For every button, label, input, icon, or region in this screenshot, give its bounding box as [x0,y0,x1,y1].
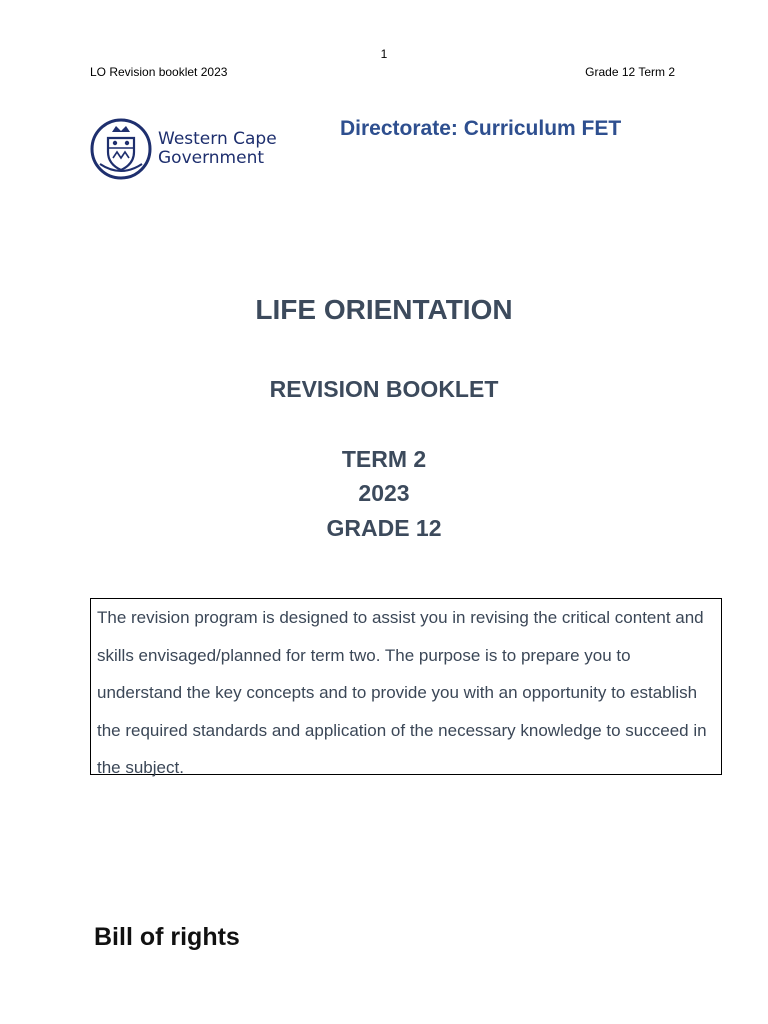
grade-title: GRADE 12 [326,515,442,541]
section-heading: Bill of rights [94,923,240,951]
intro-paragraph: The revision program is designed to assist you in revising the critical content and skills envisaged/planned for term two. The purpose is to prepare you to understand the key concepts and to provide you with an opportunity to establish the required standards and application of the necessary knowledge to succeed in the subject. [97,608,707,778]
term-title: TERM 2 [341,446,427,472]
logo-line-2: Government [158,148,265,168]
page-number: 1 [380,47,388,61]
logo-line-1: Western Cape [158,129,277,149]
coat-of-arms-icon [90,118,152,180]
year-title: 2023 [358,480,410,506]
intro-box [90,598,722,778]
header-grade-term: Grade 12 Term 2 [585,65,675,79]
logo-text [158,130,277,168]
subject-title: LIFE ORIENTATION [255,294,513,325]
header-document-title: LO Revision booklet 2023 [90,65,228,79]
booklet-title: REVISION BOOKLET [269,376,499,402]
directorate-heading: Directorate: Curriculum FET [340,117,622,140]
western-cape-government-logo [90,118,277,180]
